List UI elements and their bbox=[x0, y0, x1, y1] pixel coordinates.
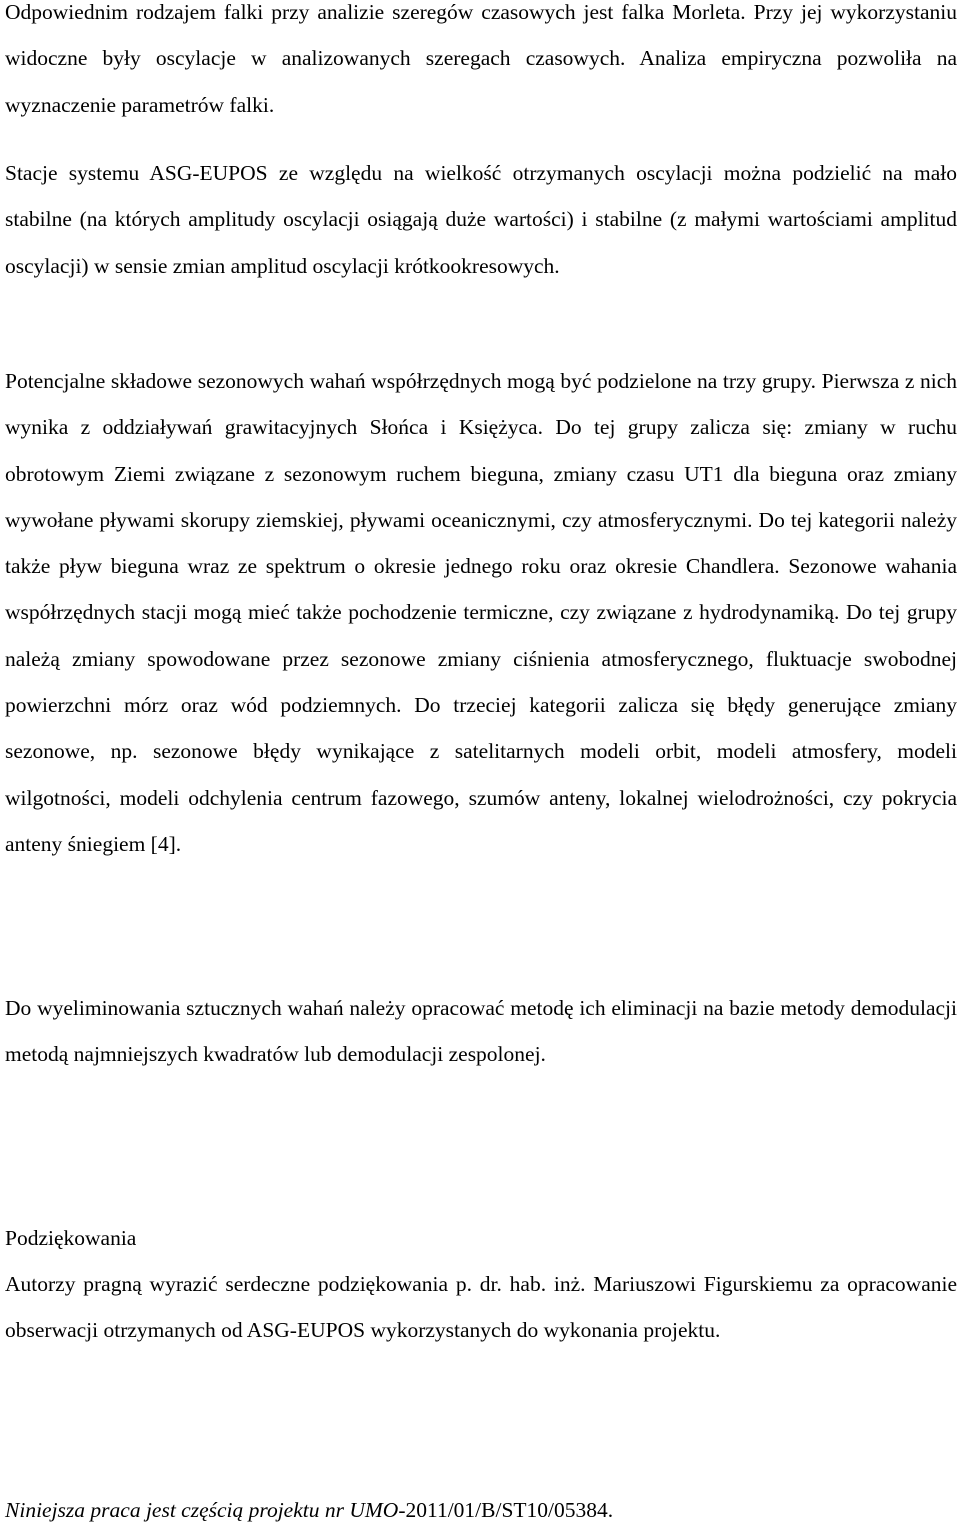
acknowledgements-text: Autorzy pragną wyrazić serdeczne podziękowania p. dr. hab. inż. Mariuszowi Figurskiemu za opracowanie obserwacji otrzymanych od ASG-EUPOS wykorzystanych do wykonania projektu. bbox=[5, 1272, 957, 1343]
paragraph-elimination-method: Do wyeliminowania sztucznych wahań należy opracować metodę ich eliminacji na bazie metody demodulacji metodą najmniejszych kwadratów lub demodulacji zespolonej. bbox=[5, 996, 957, 1067]
project-footnote bbox=[5, 1487, 613, 1533]
paragraph-station-stability: Stacje systemu ASG-EUPOS ze względu na wielkość otrzymanych oscylacji można podzielić na mało stabilne (na których amplitudy oscylacji osiągają duże wartości) i stabilne (z małymi wartościami amplitud oscylacji) w sensie zmian amplitud oscylacji krótkookresowych. bbox=[5, 161, 957, 278]
acknowledgements-heading: Podziękowania bbox=[5, 1226, 137, 1250]
paragraph-seasonal-components: Potencjalne składowe sezonowych wahań współrzędnych mogą być podzielone na trzy grupy. Pierwsza z nich wynika z oddziaływań grawitacyjnych Słońca i Księżyca. Do tej grupy zalicza się: zmiany w ruchu obrotowym Ziemi związane z sezonowym ruchem bieguna, zmiany czasu UT1 dla bieguna oraz zmiany wywołane pływami skorupy ziemskiej, pływami oceanicznymi, czy atmosferycznymi. Do tej kategorii należy także pływ bieguna wraz ze spektrum o okresie jednego roku oraz okresie Chandlera. Sezonowe wahania współrzędnych stacji mogą mieć także pochodzenie termiczne, czy związane z hydrodynamiką. Do tej grupy należą zmiany spowodowane przez sezonowe zmiany ciśnienia atmosferycznego, fluktuacje swobodnej powierzchni mórz oraz wód podziemnych. Do trzeciej kategorii zalicza się błędy generujące zmiany sezonowe, np. sezonowe błędy wynikające z satelitarnych modeli orbit, modeli atmosfery, modeli wilgotności, modeli odchylenia centrum fazowego, szumów anteny, lokalnej wielodrożności, czy pokrycia anteny śniegiem [4]. bbox=[5, 369, 957, 856]
footnote-project-number: -2011/01/B/ST10/05384. bbox=[398, 1498, 614, 1522]
footnote-italic-text: Niniejsza praca jest częścią projektu nr UMO bbox=[5, 1498, 399, 1522]
paragraph-morlet-wavelet: Odpowiednim rodzajem falki przy analizie szeregów czasowych jest falka Morleta. Przy jej wykorzystaniu widoczne były oscylacje w analizowanych szeregach czasowych. Analiza empiryczna pozwoliła na wyznaczenie parametrów falki. bbox=[5, 0, 957, 117]
